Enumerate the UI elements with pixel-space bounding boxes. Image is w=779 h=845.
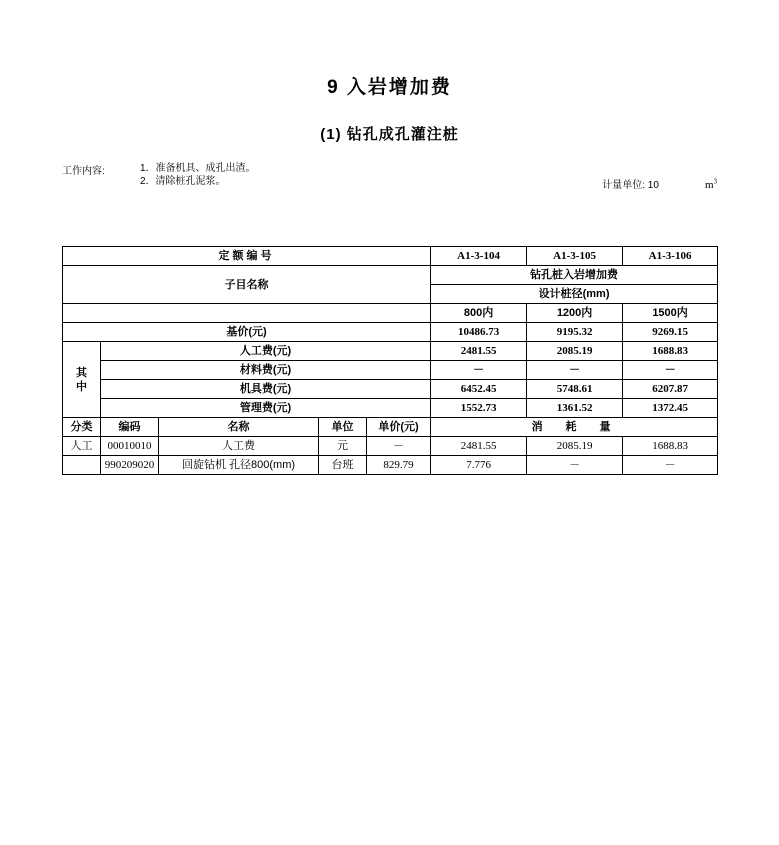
- quota-table: [62, 246, 718, 475]
- unit-of-measure: [602, 176, 717, 191]
- cell-diameter-3: 1500内: [623, 304, 718, 323]
- cell-row1-code: 00010010: [101, 437, 159, 456]
- cell-detail-header-category: 分类: [63, 418, 101, 437]
- cell-diameter-1: 800内: [431, 304, 527, 323]
- work-content-item-2: 2．清除桩孔泥浆。: [140, 176, 226, 187]
- cell-management-cost-1: 1552.73: [431, 399, 527, 418]
- table-row-material-cost: [63, 361, 718, 380]
- cell-base-price-1: 10486.73: [431, 323, 527, 342]
- cell-row2-code: 990209020: [101, 456, 159, 475]
- page-subtitle: (1) 钻孔成孔灌注桩: [320, 126, 459, 143]
- table-row-item-name: [63, 266, 718, 285]
- cell-machine-cost-label: 机具费(元): [101, 380, 431, 399]
- cell-machine-cost-2: 5748.61: [527, 380, 623, 399]
- cell-machine-cost-3: 6207.87: [623, 380, 718, 399]
- cell-detail-header-consumption: 消 耗 量: [431, 418, 718, 437]
- table-row-labor-cost: [63, 342, 718, 361]
- cell-diameter-2: 1200内: [527, 304, 623, 323]
- document-page: [0, 72, 779, 845]
- cell-base-price-label: 基价(元): [63, 323, 431, 342]
- table-row: [63, 456, 718, 475]
- cell-base-price-2: 9195.32: [527, 323, 623, 342]
- cell-row1-category: 人工: [63, 437, 101, 456]
- cell-labor-cost-label: 人工费(元): [101, 342, 431, 361]
- cell-management-cost-2: 1361.52: [527, 399, 623, 418]
- cell-row2-value-1: 7.776: [431, 456, 527, 475]
- cell-code-header: 定额编号: [63, 247, 431, 266]
- cell-row2-unit: 台班: [319, 456, 367, 475]
- of-which-char-1: 其: [76, 366, 87, 379]
- cell-column-code-2: A1-3-105: [527, 247, 623, 266]
- cell-item-name-sub2: 设计桩径(mm): [431, 285, 718, 304]
- cell-row2-unit-price: 829.79: [367, 456, 431, 475]
- cell-detail-header-unit-price: 单价(元): [367, 418, 431, 437]
- cell-row1-name: 人工费: [159, 437, 319, 456]
- cell-column-code-3: A1-3-106: [623, 247, 718, 266]
- cell-management-cost-label: 管理费(元): [101, 399, 431, 418]
- of-which-char-2: 中: [76, 380, 87, 393]
- cell-base-price-3: 9269.15: [623, 323, 718, 342]
- cell-of-which-label: [63, 342, 101, 418]
- work-content-label: 工作内容:: [62, 166, 105, 177]
- cell-labor-cost-2: 2085.19: [527, 342, 623, 361]
- cell-row2-name: 回旋钻机 孔径800(mm): [159, 456, 319, 475]
- cell-row2-category: [63, 456, 101, 475]
- cell-row1-value-2: 2085.19: [527, 437, 623, 456]
- table-row-base-price: [63, 323, 718, 342]
- cell-item-name-sub1: 钻孔桩入岩增加费: [431, 266, 718, 285]
- cell-row2-value-2: －: [527, 456, 623, 475]
- table-row-detail-header: [63, 418, 718, 437]
- cell-detail-header-unit: 单位: [319, 418, 367, 437]
- table-row: [63, 437, 718, 456]
- cell-row1-unit: 元: [319, 437, 367, 456]
- unit-superscript: 3: [713, 177, 717, 186]
- meta-row: [0, 162, 779, 194]
- cell-material-cost-1: －: [431, 361, 527, 380]
- cell-detail-header-name: 名称: [159, 418, 319, 437]
- unit-value: m: [704, 179, 714, 191]
- cell-labor-cost-1: 2481.55: [431, 342, 527, 361]
- cell-row2-value-3: －: [623, 456, 718, 475]
- cell-management-cost-3: 1372.45: [623, 399, 718, 418]
- cell-machine-cost-1: 6452.45: [431, 380, 527, 399]
- page-title: 9 入岩增加费: [327, 77, 452, 98]
- table-row-diameters: [63, 304, 718, 323]
- cell-row1-value-3: 1688.83: [623, 437, 718, 456]
- cell-material-cost-label: 材料费(元): [101, 361, 431, 380]
- cell-labor-cost-3: 1688.83: [623, 342, 718, 361]
- cell-column-code-1: A1-3-104: [431, 247, 527, 266]
- cell-material-cost-3: －: [623, 361, 718, 380]
- work-content-items: [140, 162, 256, 188]
- cell-row1-unit-price: －: [367, 437, 431, 456]
- cell-material-cost-2: －: [527, 361, 623, 380]
- cell-item-name-header: 子目名称: [63, 266, 431, 304]
- cell-detail-header-code: 编码: [101, 418, 159, 437]
- table-row-machine-cost: [63, 380, 718, 399]
- table-row-code-header: [63, 247, 718, 266]
- table-row-management-cost: [63, 399, 718, 418]
- work-content-item-1: 1．准备机具、成孔出渣。: [140, 163, 256, 174]
- unit-label: 计量单位: 10: [602, 180, 659, 191]
- cell-row1-value-1: 2481.55: [431, 437, 527, 456]
